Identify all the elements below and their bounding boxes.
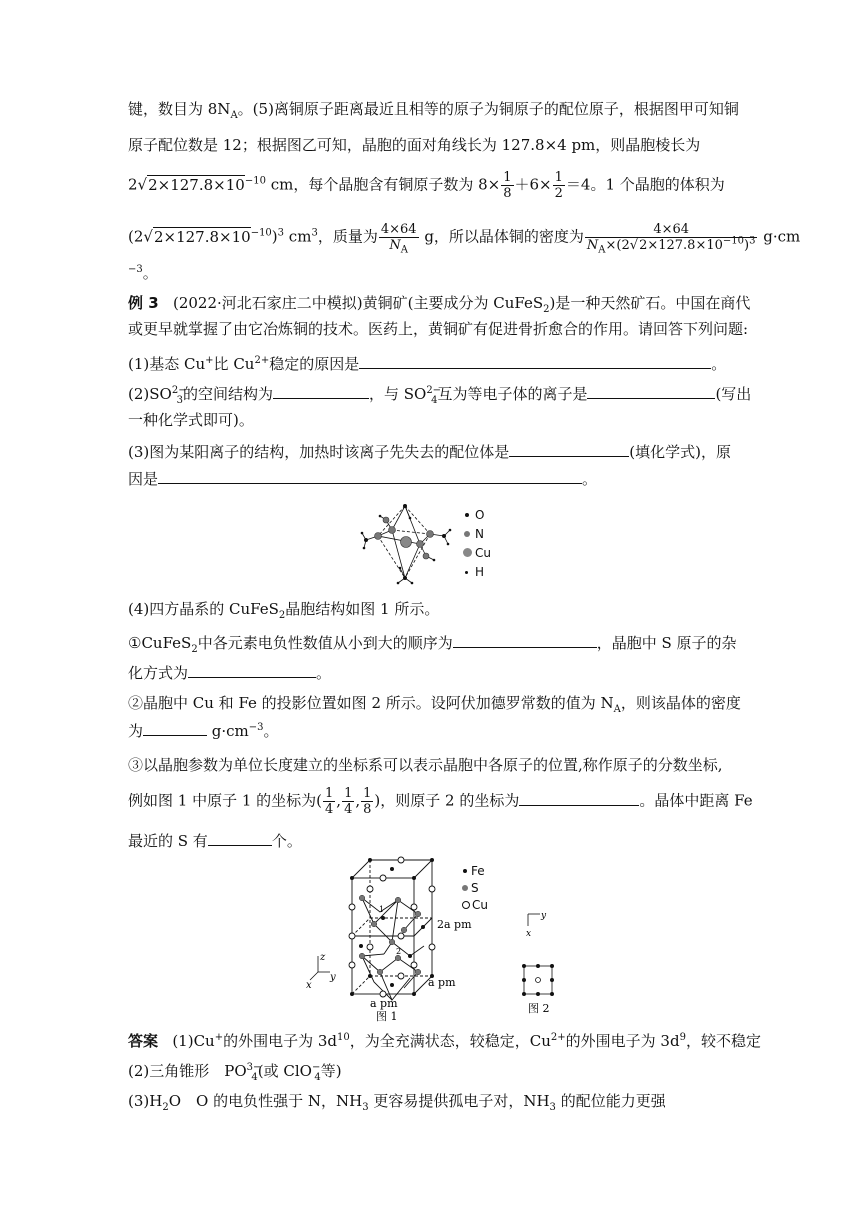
projection-figure-2 (510, 908, 570, 1024)
text-line: 化方式为 。 (128, 664, 332, 682)
question-4-2: ②晶胞中 Cu 和 Fe 的投影位置如图 2 所示。设阿伏加德罗常数的值为 $N_A$，则该晶体的密度 (128, 694, 741, 715)
svg-text:a pm: a pm (370, 997, 398, 1010)
svg-text:a pm: a pm (428, 976, 456, 989)
text-line: $2√2\times 127.8\times 10^{-10}$ cm，每个晶胞含有铜原子数为 8× $\frac{1}{8}$ ＋6× $\frac{1}{2}$ ＝4。1 个晶胞的体积为 (128, 170, 725, 201)
ion-legend: O N Cu H (464, 508, 491, 584)
question-2: $(2)SO^{2-}_3$的空间结构为 ，与 $SO^{2-}_4$互为等电子体的离子是 (写出 (128, 385, 752, 406)
text-line: $^{-3}$。 (128, 264, 158, 282)
cation-structure-figure (360, 500, 470, 585)
answer-2: (2)三角锥形 $PO^{3-}_4$(或 ClO−$_4$等) (128, 1062, 342, 1083)
question-1: (1)基态 Cu+比 $Cu^{2+}$稳定的原因是 。 (128, 355, 727, 373)
text-line: 为 $g\cdot cm^{-3}$。 (128, 722, 279, 740)
answer-3: $(3)H_2O$ O 的电负性强于 N，$NH_3$ 更容易提供孤电子对，$NH_3$ 的配位能力更强 (128, 1092, 666, 1113)
svg-text:图 1: 图 1 (376, 1010, 398, 1023)
svg-text:z: z (320, 952, 326, 963)
svg-text:2a pm: 2a pm (437, 918, 472, 931)
text-line: 因是 。 (128, 470, 598, 488)
svg-text:x: x (526, 929, 532, 939)
question-4-1: ①CuFeS$_2$中各元素电负性数值从小到大的顺序为 ，晶胞中 S 原子的杂 (128, 634, 737, 655)
text-line: 例如图 1 中原子 1 的坐标为( $\frac{1}{4}$ , $\frac{1}{4}$ , $\frac{1}{8}$ )，则原子 2 的坐标为 。晶体中距离 Fe (128, 786, 753, 817)
text-line: 或更早就掌握了由它冶炼铜的技术。医药上，黄铜矿有促进骨折愈合的作用。请回答下列问题: (128, 320, 749, 338)
text-line: 最近的 S 有 个。 (128, 832, 302, 850)
answer-1: 答案 (1)Cu+的外围电子为 $3d^{10}$，为全充满状态，较稳定，$Cu^{2+}$的外围电子为 $3d^9$，较不稳定 (128, 1032, 761, 1050)
question-3: (3)图为某阳离子的结构，加热时该离子先失去的配位体是 (填化学式)，原 (128, 443, 731, 461)
svg-text:图 2: 图 2 (528, 1002, 550, 1015)
svg-text:y: y (330, 972, 336, 983)
svg-text:2: 2 (396, 947, 402, 956)
svg-text:x: x (306, 980, 312, 991)
text-line: 原子配位数是 12；根据图乙可知，晶胞的面对角线长为 127.8×4 pm，则晶胞棱长为 (128, 136, 701, 154)
svg-text:y: y (541, 911, 547, 921)
question-4: (4)四方晶系的 CuFeS$_2$晶胞结构如图 1 所示。 (128, 600, 440, 621)
cell-legend: Fe S Cu (462, 864, 488, 915)
svg-text:1: 1 (379, 905, 385, 914)
text-line: 一种化学式即可)。 (128, 411, 254, 429)
text-line: $(2√2\times 127.8\times 10^{-10})^3$ $cm^3$，质量为 $\frac{4\times 64}{N_A}$ g，所以晶体铜的密度为 $\frac{4\times 64}{N_A\times(2√2\times 127.8\times 10^{-10})^3}$ g·cm (128, 222, 801, 256)
question-4-3: ③以晶胞参数为单位长度建立的坐标系可以表示晶胞中各原子的位置,称作原子的分数坐标, (128, 756, 723, 774)
example-header: 例 3 (2022·河北石家庄二中模拟)黄铜矿(主要成分为 CuFeS$_2$)是一种天然矿石。中国在商代 (128, 294, 751, 315)
text-line: 键，数目为 $8N_A$。(5)离铜原子距离最近且相等的原子为铜原子的配位原子，根据图甲可知铜 (128, 100, 739, 121)
